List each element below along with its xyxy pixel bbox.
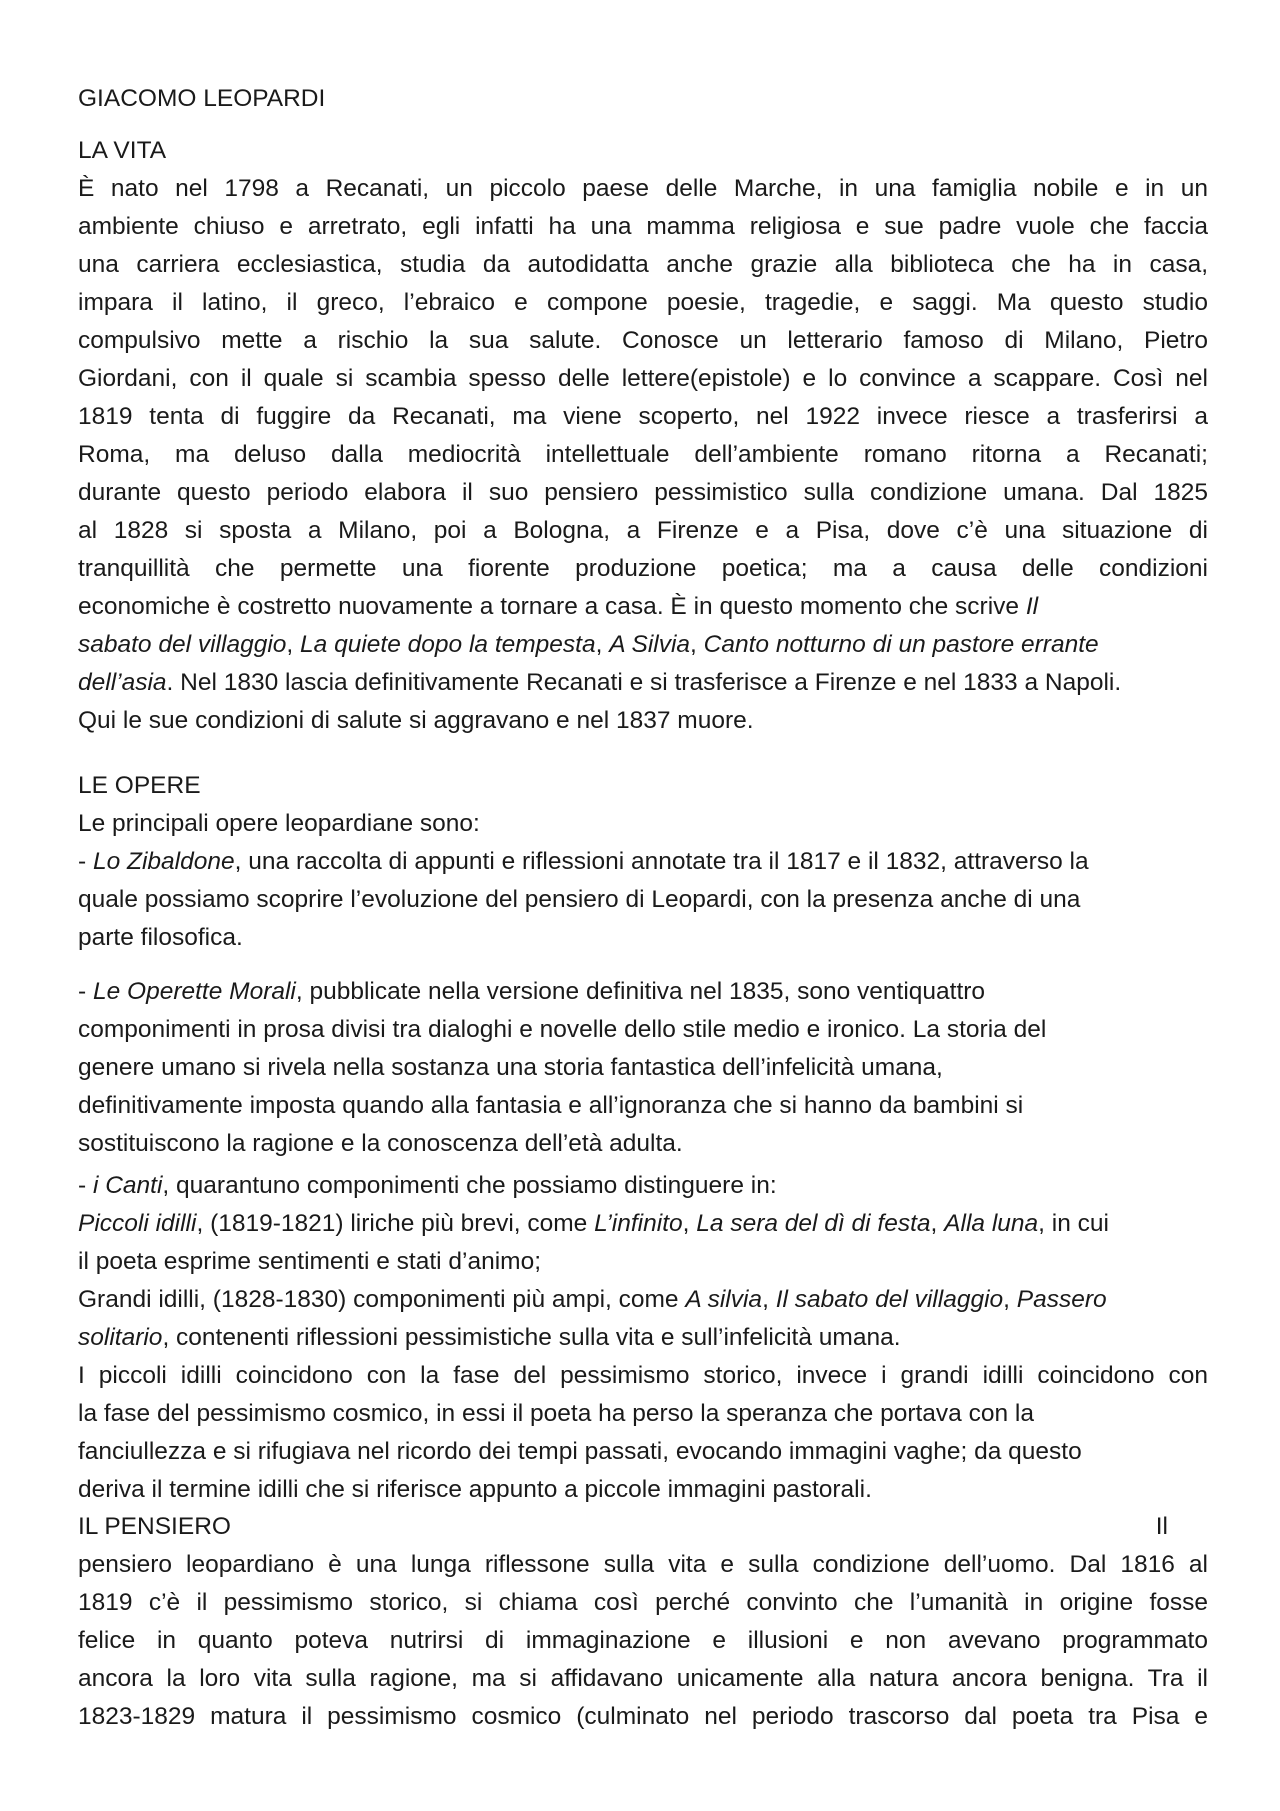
text-run: , — [690, 631, 704, 658]
paragraph-line: impara il latino, il greco, l’ebraico e compone poesie, tragedie, e saggi. Ma questo studio — [78, 289, 1208, 316]
paragraph-line: compulsivo mette a rischio la sua salute. Conosce un letterario famoso di Milano, Pietro — [78, 327, 1208, 354]
work-title: L’infinito — [594, 1210, 683, 1237]
work-title: Le Operette Morali — [92, 978, 296, 1005]
text-run: economiche è costretto nuovamente a tornare a casa. È in questo momento che scrive — [78, 593, 1020, 620]
work-title: Piccoli idilli — [78, 1210, 197, 1237]
paragraph-line: felice in quanto poteva nutrirsi di immaginazione e illusioni e non avevano programmato — [78, 1627, 1208, 1654]
paragraph-line — [78, 588, 1208, 626]
paragraph-line: al 1828 si sposta a Milano, poi a Bologna, a Firenze e a Pisa, dove c’è una situazione di — [78, 517, 1208, 544]
paragraph-line: 1823-1829 matura il pessimismo cosmico (culminato nel periodo trascorso dal poeta tra Pisa e — [78, 1703, 1208, 1730]
paragraph-line: Qui le sue condizioni di salute si aggravano e nel 1837 muore. — [78, 707, 754, 734]
paragraph-line: sostituiscono la ragione e la conoscenza dell’età adulta. — [78, 1130, 683, 1157]
paragraph-line — [78, 1319, 1208, 1357]
work-title: sabato del villaggio — [78, 631, 287, 658]
paragraph-line: tranquillità che permette una fiorente produzione poetica; ma a causa delle condizioni — [78, 555, 1208, 582]
paragraph-line: 1819 tenta di fuggire da Recanati, ma viene scoperto, nel 1922 invece riesce a trasferirsi a — [78, 403, 1208, 430]
paragraph-line: È nato nel 1798 a Recanati, un piccolo paese delle Marche, in una famiglia nobile e in un — [78, 175, 1208, 202]
text-run: , (1819-1821) liriche più brevi, come — [196, 1210, 595, 1237]
paragraph-line: Giordani, con il quale si scambia spesso delle lettere(epistole) e lo convince a scappare. Così nel — [78, 365, 1208, 392]
paragraph-line — [78, 1167, 1208, 1205]
section-le-opere — [78, 767, 1208, 957]
paragraph-line — [78, 664, 1208, 702]
paragraph-line — [78, 843, 1208, 881]
text-run: , in cui — [1038, 1210, 1109, 1237]
work-title: Alla luna — [944, 1210, 1039, 1237]
text-run: , — [930, 1210, 945, 1237]
text-run: . Nel 1830 lascia definitivamente Recanati e si trasferisce a Firenze e nel 1833 a Napoli. — [166, 669, 1122, 696]
work-title: Il — [1025, 593, 1039, 620]
work-title: dell’asia — [78, 669, 167, 696]
text-run: - — [78, 1172, 93, 1199]
paragraph-line: genere umano si rivela nella sostanza una storia fantastica dell’infelicità umana, — [78, 1054, 943, 1081]
paragraph-line: Roma, ma deluso dalla mediocrità intellettuale dell’ambiente romano ritorna a Recanati; — [78, 441, 1208, 468]
text-run: , — [762, 1286, 776, 1313]
section-la-vita — [78, 132, 1208, 740]
paragraph-line — [78, 973, 1208, 1011]
paragraph-line: quale possiamo scoprire l’evoluzione del pensiero di Leopardi, con la presenza anche di una — [78, 886, 1081, 913]
paragraph-line: definitivamente imposta quando alla fantasia e all’ignoranza che si hanno da bambini si — [78, 1092, 1024, 1119]
text-run: , — [682, 1210, 697, 1237]
text-run: , una raccolta di appunti e riflessioni annotate tra il 1817 e il 1832, attraverso la — [234, 848, 1089, 875]
paragraph-line: parte filosofica. — [78, 924, 243, 951]
paragraph-line: durante questo periodo elabora il suo pensiero pessimistico sulla condizione umana. Dal 1825 — [78, 479, 1208, 506]
text-run: , — [286, 631, 301, 658]
paragraph-line — [78, 626, 1208, 664]
paragraph-line: ambiente chiuso e arretrato, egli infatti ha una mamma religiosa e sue padre vuole che faccia — [78, 213, 1208, 240]
section-heading: IL PENSIERO — [78, 1513, 231, 1540]
work-title: Passero — [1016, 1286, 1107, 1313]
work-title: Canto notturno di un pastore errante — [703, 631, 1099, 658]
text-run: Grandi idilli, (1828-1830) componimenti più ampi, come — [78, 1286, 686, 1313]
work-title: A Silvia — [609, 631, 691, 658]
work-title: Lo Zibaldone — [92, 848, 235, 875]
section-heading: LA VITA — [78, 137, 167, 164]
paragraph-line: Le principali opere leopardiane sono: — [78, 810, 480, 837]
paragraph-line: 1819 c’è il pessimismo storico, si chiama così perché convinto che l’umanità in origine fosse — [78, 1589, 1208, 1616]
section-operette-morali — [78, 973, 1208, 1163]
work-title: i Canti — [92, 1172, 163, 1199]
text-run: - — [78, 978, 93, 1005]
section-heading: LE OPERE — [78, 772, 201, 799]
paragraph-line: la fase del pessimismo cosmico, in essi il poeta ha perso la speranza che portava con la — [78, 1400, 1034, 1427]
text-run: , quarantuno componimenti che possiamo distinguere in: — [162, 1172, 777, 1199]
work-title: La quiete dopo la tempesta — [300, 631, 596, 658]
paragraph-line: I piccoli idilli coincidono con la fase del pessimismo storico, invece i grandi idilli coincidono con — [78, 1362, 1208, 1389]
text-run: , pubblicate nella versione definitiva nel 1835, sono ventiquattro — [295, 978, 986, 1005]
text-run: - — [78, 848, 93, 875]
work-title: Il sabato del villaggio — [775, 1286, 1004, 1313]
paragraph-line — [78, 1205, 1208, 1243]
document-title — [78, 80, 1208, 118]
section-il-pensiero — [78, 1508, 1208, 1736]
work-title: solitario — [78, 1324, 163, 1351]
work-title: A silvia — [685, 1286, 763, 1313]
text-run: , — [1003, 1286, 1017, 1313]
paragraph-line: componimenti in prosa divisi tra dialoghi e novelle dello stile medio e ironico. La storia del — [78, 1016, 1047, 1043]
work-title: La sera del dì di festa — [696, 1210, 931, 1237]
paragraph-line: una carriera ecclesiastica, studia da autodidatta anche grazie alla biblioteca che ha in casa, — [78, 251, 1208, 278]
paragraph-line — [78, 1281, 1208, 1319]
text-run: Il — [1155, 1513, 1168, 1540]
paragraph-line: il poeta esprime sentimenti e stati d’animo; — [78, 1248, 541, 1275]
paragraph-line: ancora la loro vita sulla ragione, ma si affidavano unicamente alla natura ancora benigna. Tra il — [78, 1665, 1208, 1692]
page-title: GIACOMO LEOPARDI — [78, 85, 326, 112]
heading-row — [78, 1508, 1208, 1546]
section-canti — [78, 1167, 1208, 1509]
paragraph-line: fanciullezza e si rifugiava nel ricordo dei tempi passati, evocando immagini vaghe; da questo — [78, 1438, 1082, 1465]
text-run: , — [595, 631, 610, 658]
paragraph-line: deriva il termine idilli che si riferisce appunto a piccole immagini pastorali. — [78, 1476, 872, 1503]
text-run: , contenenti riflessioni pessimistiche sulla vita e sull’infelicità umana. — [162, 1324, 901, 1351]
paragraph-line: pensiero leopardiano è una lunga riflessone sulla vita e sulla condizione dell’uomo. Dal 1816 al — [78, 1551, 1208, 1578]
